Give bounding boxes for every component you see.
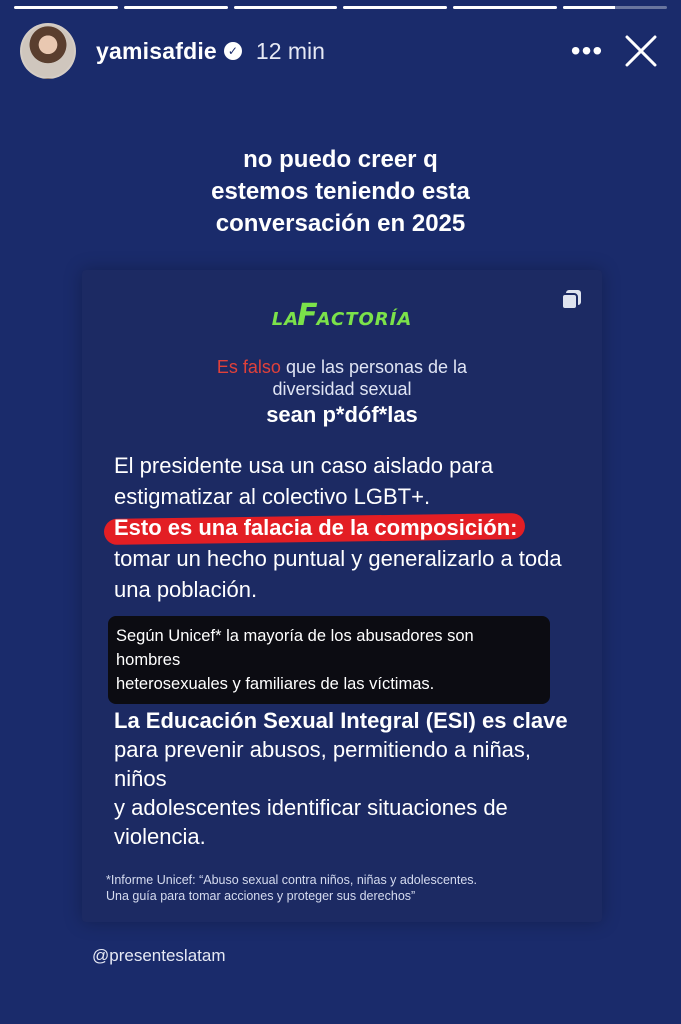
- unicef-quote-box: Según Unicef* la mayoría de los abusadores son hombres heterosexuales y familiares de las víctimas.: [108, 616, 550, 704]
- mention-link[interactable]: @presenteslatam: [92, 946, 226, 965]
- post-footnote: *Informe Unicef: “Abuso sexual contra niños, niñas y adolescentes. Una guía para tomar acciones y proteger sus derechos”: [106, 873, 478, 903]
- verified-badge-icon: ✓: [224, 42, 242, 60]
- post-body-paragraph-2: La Educación Sexual Integral (ESI) es clave para prevenir abusos, permitiendo a niñas, niños y adolescentes identificar situaciones de violencia.: [114, 708, 568, 849]
- caption-line: conversación en 2025: [215, 210, 466, 237]
- headline-red-text: Es falso: [216, 357, 281, 377]
- post-headline: [82, 356, 602, 426]
- avatar[interactable]: [20, 23, 76, 79]
- caption-line: estemos teniendo esta: [211, 178, 470, 205]
- progress-segment-current: [563, 6, 667, 9]
- headline-line-3: sean p*dóf*las: [266, 402, 418, 427]
- username[interactable]: yamisafdie: [96, 37, 217, 64]
- story-caption: [0, 144, 681, 240]
- highlighted-statement: Esto es una falacia de la composición:: [114, 512, 517, 543]
- progress-segment: [234, 6, 338, 9]
- more-options-icon[interactable]: •••: [570, 35, 604, 66]
- headline-line-2: diversidad sexual: [272, 379, 412, 399]
- progress-segment: [124, 6, 228, 9]
- post-time: 12 min: [255, 37, 325, 64]
- headline-text: que las personas de la: [280, 357, 468, 377]
- story-progress-bar: [14, 6, 667, 9]
- story-header: [20, 22, 667, 80]
- caption-line: no puedo creer q: [243, 146, 438, 173]
- progress-segment: [14, 6, 118, 9]
- post-body-paragraph-1: El presidente usa un caso aislado para estigmatizar al colectivo LGBT+. Esto es una falacia de la composición: tomar un hecho puntual y generalizarlo a toda una población.: [114, 450, 584, 605]
- progress-segment: [453, 6, 557, 9]
- la-factoria-logo: LAFACTORÍA: [271, 298, 413, 333]
- progress-segment: [343, 6, 447, 9]
- close-icon[interactable]: [615, 25, 667, 77]
- shared-post-card[interactable]: [82, 270, 602, 922]
